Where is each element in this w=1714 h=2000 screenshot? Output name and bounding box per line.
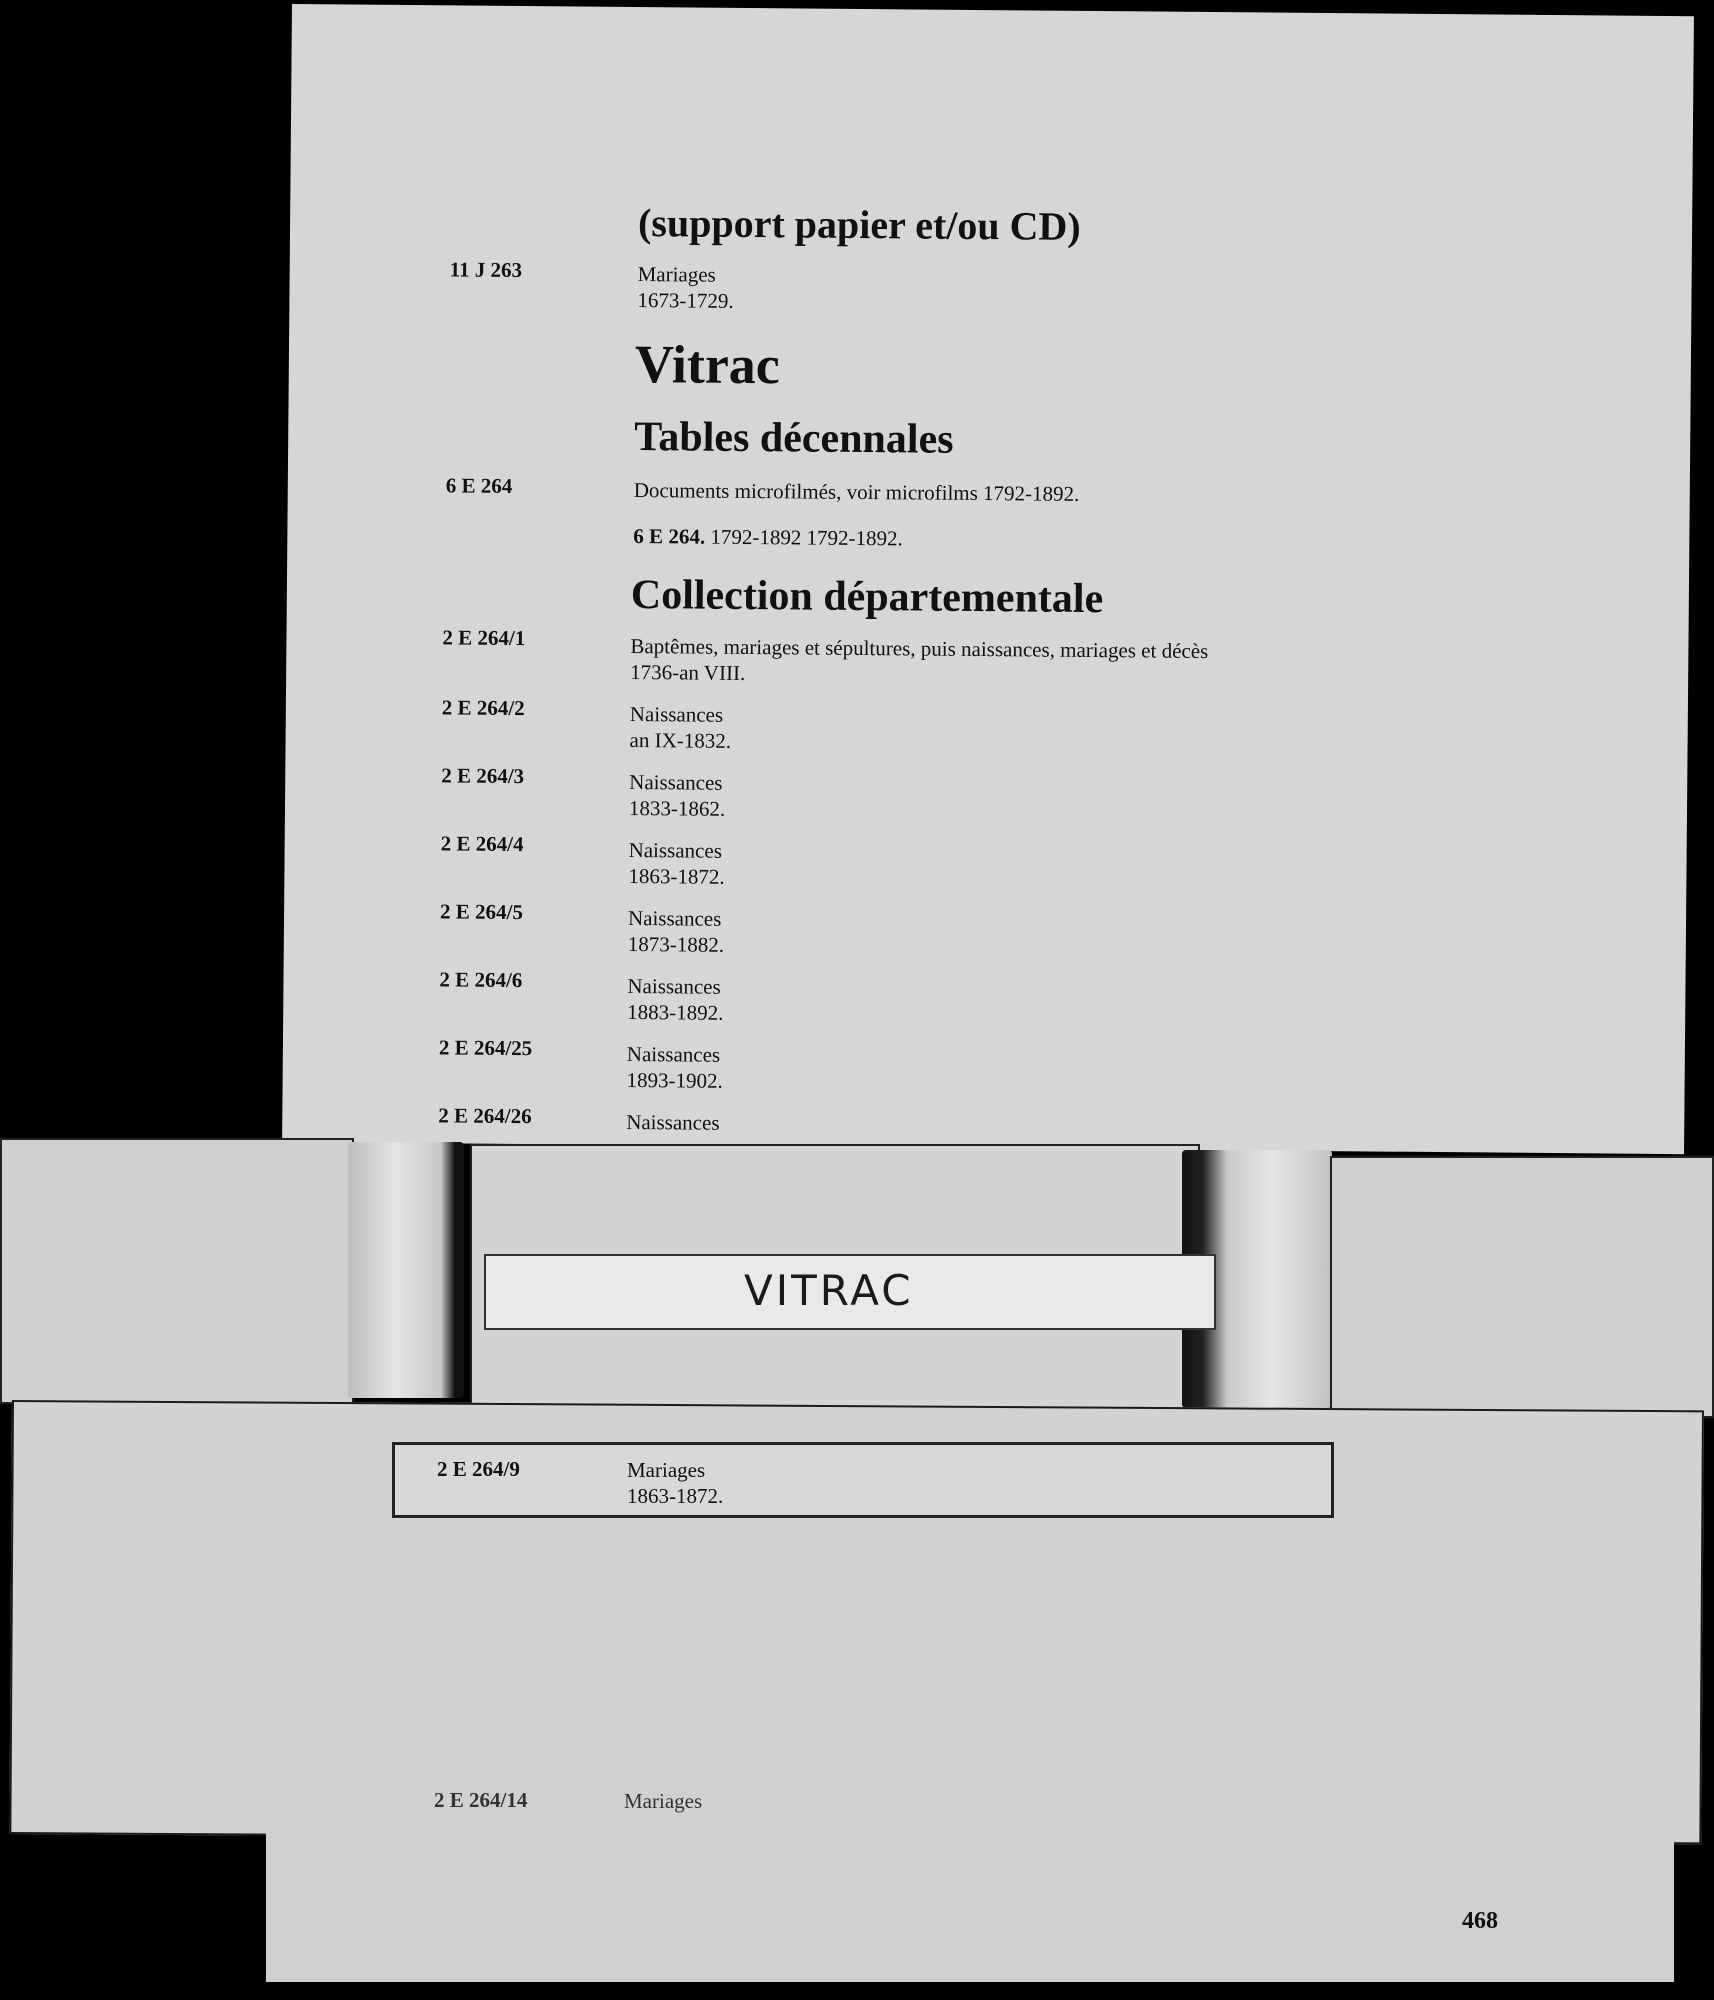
collection-cote: 2 E 264/26: [438, 1103, 532, 1129]
collection-title: Naissances: [629, 769, 723, 795]
label-strip: [484, 1254, 1216, 1330]
collection-dates: 1736-an VIII.: [630, 659, 746, 685]
collection-heading: Collection départementale: [630, 571, 1104, 623]
collection-dates: 1833-1862.: [628, 795, 726, 821]
tables-heading: Tables décennales: [634, 414, 954, 463]
cut-entry-title: Mariages: [624, 1789, 703, 1813]
collection-title: Naissances: [629, 701, 724, 727]
collection-title: Baptêmes, mariages et sépultures, puis naissances, mariages et décès: [630, 633, 1209, 664]
collection-cote: 2 E 264/1: [442, 625, 526, 651]
collection-title: Naissances: [627, 973, 721, 999]
collection-cote: 2 E 264/6: [439, 967, 523, 993]
tables-line-2-dates: 1792-1892 1792-1892.: [705, 524, 903, 551]
collection-dates: 1873-1882.: [627, 931, 725, 957]
archive-page: [282, 4, 1694, 1154]
handwritten-label: VITRAC: [744, 1266, 914, 1315]
flap-entry-box: [392, 1442, 1334, 1518]
collection-dates: 1893-1902.: [626, 1067, 723, 1093]
flap-entry-title: Mariages: [627, 1458, 706, 1482]
band-left-fold: [348, 1142, 464, 1398]
page-number: 468: [1462, 1908, 1498, 1934]
collection-dates: 1883-1892.: [627, 999, 724, 1025]
collection-cote: 2 E 264/2: [441, 695, 525, 721]
entry-title: Mariages: [637, 262, 716, 287]
collection-title: Naissances: [626, 1041, 721, 1067]
commune-title: Vitrac: [634, 334, 781, 396]
entry-cote: 11 J 263: [449, 257, 523, 283]
collection-dates: an IX-1832.: [629, 727, 732, 753]
tables-line-1: Documents microfilmés, voir microfilms 1792-1892.: [633, 478, 1080, 506]
collection-cote: 2 E 264/25: [438, 1035, 533, 1061]
flap-entry-dates: 1863-1872.: [627, 1484, 724, 1508]
flap-entry-cote: 2 E 264/9: [437, 1457, 520, 1481]
tables-line-2: [633, 523, 903, 551]
collection-cote: 2 E 264/4: [440, 831, 524, 857]
archive-page-bottom: [266, 1790, 1674, 1982]
band-right-panel: [1330, 1156, 1714, 1418]
section-subtitle: (support papier et/ou CD): [637, 200, 1081, 249]
collection-title: Naissances: [628, 837, 723, 863]
tables-cote: 6 E 264: [445, 473, 513, 498]
band-left-panel: [0, 1138, 354, 1404]
entry-dates: 1673-1729.: [637, 288, 734, 313]
collection-dates: 1863-1872.: [628, 863, 725, 889]
collection-cote: 2 E 264/5: [439, 899, 524, 925]
collection-title: Naissances: [626, 1109, 720, 1135]
collection-cote: 2 E 264/3: [441, 763, 525, 789]
tables-line-2-cote: 6 E 264.: [633, 523, 706, 549]
cut-entry-cote: 2 E 264/14: [434, 1788, 528, 1812]
collection-title: Naissances: [627, 905, 722, 931]
